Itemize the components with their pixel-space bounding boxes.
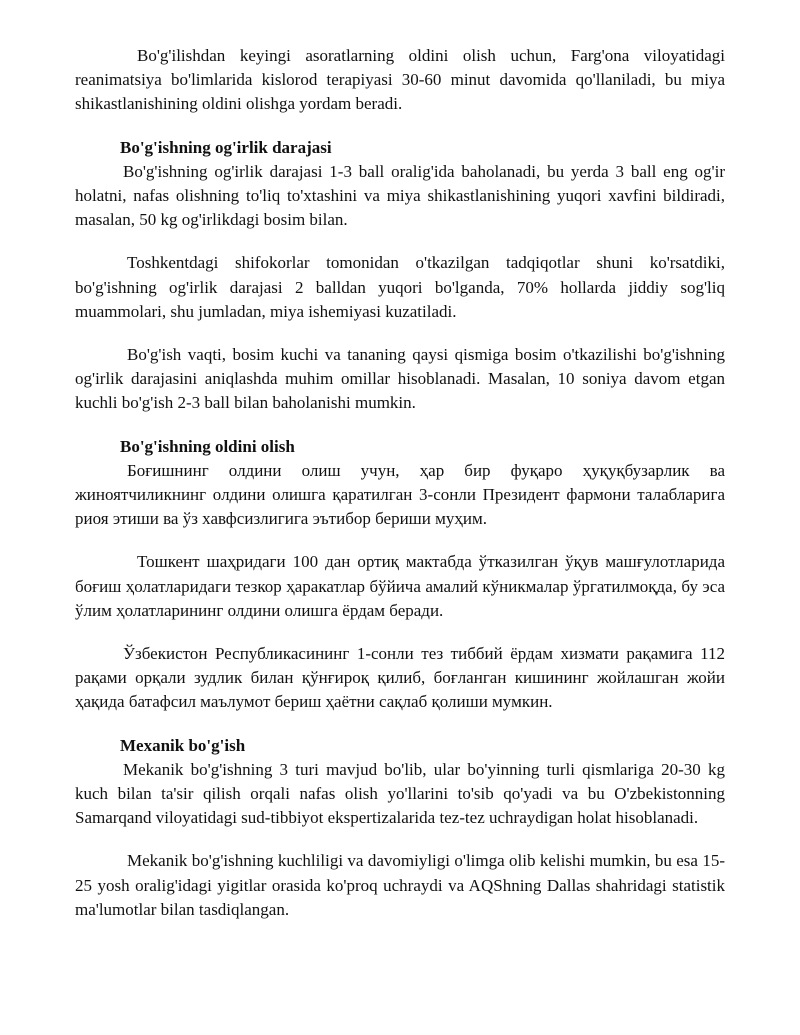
heading-mechanical: Mexanik bo'g'ish (120, 735, 246, 755)
heading-prevention: Bo'g'ishning oldini olish (120, 436, 295, 456)
paragraph-oxygen-therapy: Bo'g'ilishdan keyingi asoratlarning oldini olish uchun, Farg'ona viloyatidagi reanimatsiya bo'limlarida kislorod terapiyasi 30-60 minut davomida qo'llaniladi, bu miya shikastlanishining oldini olishga yordam beradi. (75, 46, 725, 114)
document-page (75, 44, 725, 922)
paragraph-emergency-number: Ўзбекистон Республикасининг 1-сонли тез тиббий ёрдам хизмати рақамига 112 рақами орқали зудлик билан қўнғироқ қилиб, боғланган кишининг жойлашган жойи ҳақида батафсил маълумот бериш ҳаётни сақлаб қолиши мумкин. (75, 644, 725, 712)
paragraph-school-training: Тошкент шаҳридаги 100 дан ортиқ мактабда ўтказилган ўқув машғулотларида боғиш ҳолатларидаги тезкор ҳаракатлар бўйича амалий кўникмалар ўргатилмоқда, бу эса ўлим ҳолатларининг олдини олишга ёрдам беради. (75, 552, 725, 620)
paragraph-severity-factors: Bo'g'ish vaqti, bosim kuchi va tananing qaysi qismiga bosim o'tkazilishi bo'g'ishning og'irlik darajasini aniqlashda muhim omillar hisoblanadi. Masalan, 10 soniya davom etgan kuchli bo'g'ish 2-3 ball bilan baholanishi mumkin. (75, 345, 725, 413)
paragraph-presidential-decree: Боғишнинг олдини олиш учун, ҳар бир фуқаро ҳуқуқбузарлик ва жиноятчиликнинг олдини олишга қаратилган 3-сонли Президент фармони талабларига риоя этиши ва ўз хавфсизлигига эътибор бериши муҳим. (75, 460, 725, 529)
heading-severity: Bo'g'ishning og'irlik darajasi (120, 137, 332, 157)
paragraph-severity-scale: Bo'g'ishning og'irlik darajasi 1-3 ball oralig'ida baholanadi, bu yerda 3 ball eng og'ir holatni, nafas olishning to'liq to'xtashini va miya shikastlanishining yuqori xavfini bildiradi, masalan, 50 kg og'irlikdagi bosim bilan. (75, 161, 725, 230)
paragraph-mechanical-types: Mekanik bo'g'ishning 3 turi mavjud bo'lib, ular bo'yinning turli qismlariga 20-30 kg kuch bilan ta'sir qilish orqali nafas olish yo'llarini to'sib qo'yadi va bu O'zbekistonning Samarqand viloyatidagi sud-tibbiyot ekspertizalarida tez-tez uchraydigan holat hisoblanadi. (75, 759, 725, 828)
paragraph-mechanical-statistics: Mekanik bo'g'ishning kuchliligi va davomiyligi o'limga olib kelishi mumkin, bu esa 15-25 yosh oralig'idagi yigitlar orasida ko'proq uchraydi va AQShning Dallas shahridagi statistik ma'lumotlar bilan tasdiqlangan. (75, 851, 725, 919)
paragraph-tashkent-study: Toshkentdagi shifokorlar tomonidan o'tkazilgan tadqiqotlar shuni ko'rsatdiki, bo'g'ishning og'irlik darajasi 2 balldan yuqori bo'lganda, 70% hollarda jiddiy sog'liq muammolari, shu jumladan, miya ishemiyasi kuzatiladi. (75, 253, 725, 321)
